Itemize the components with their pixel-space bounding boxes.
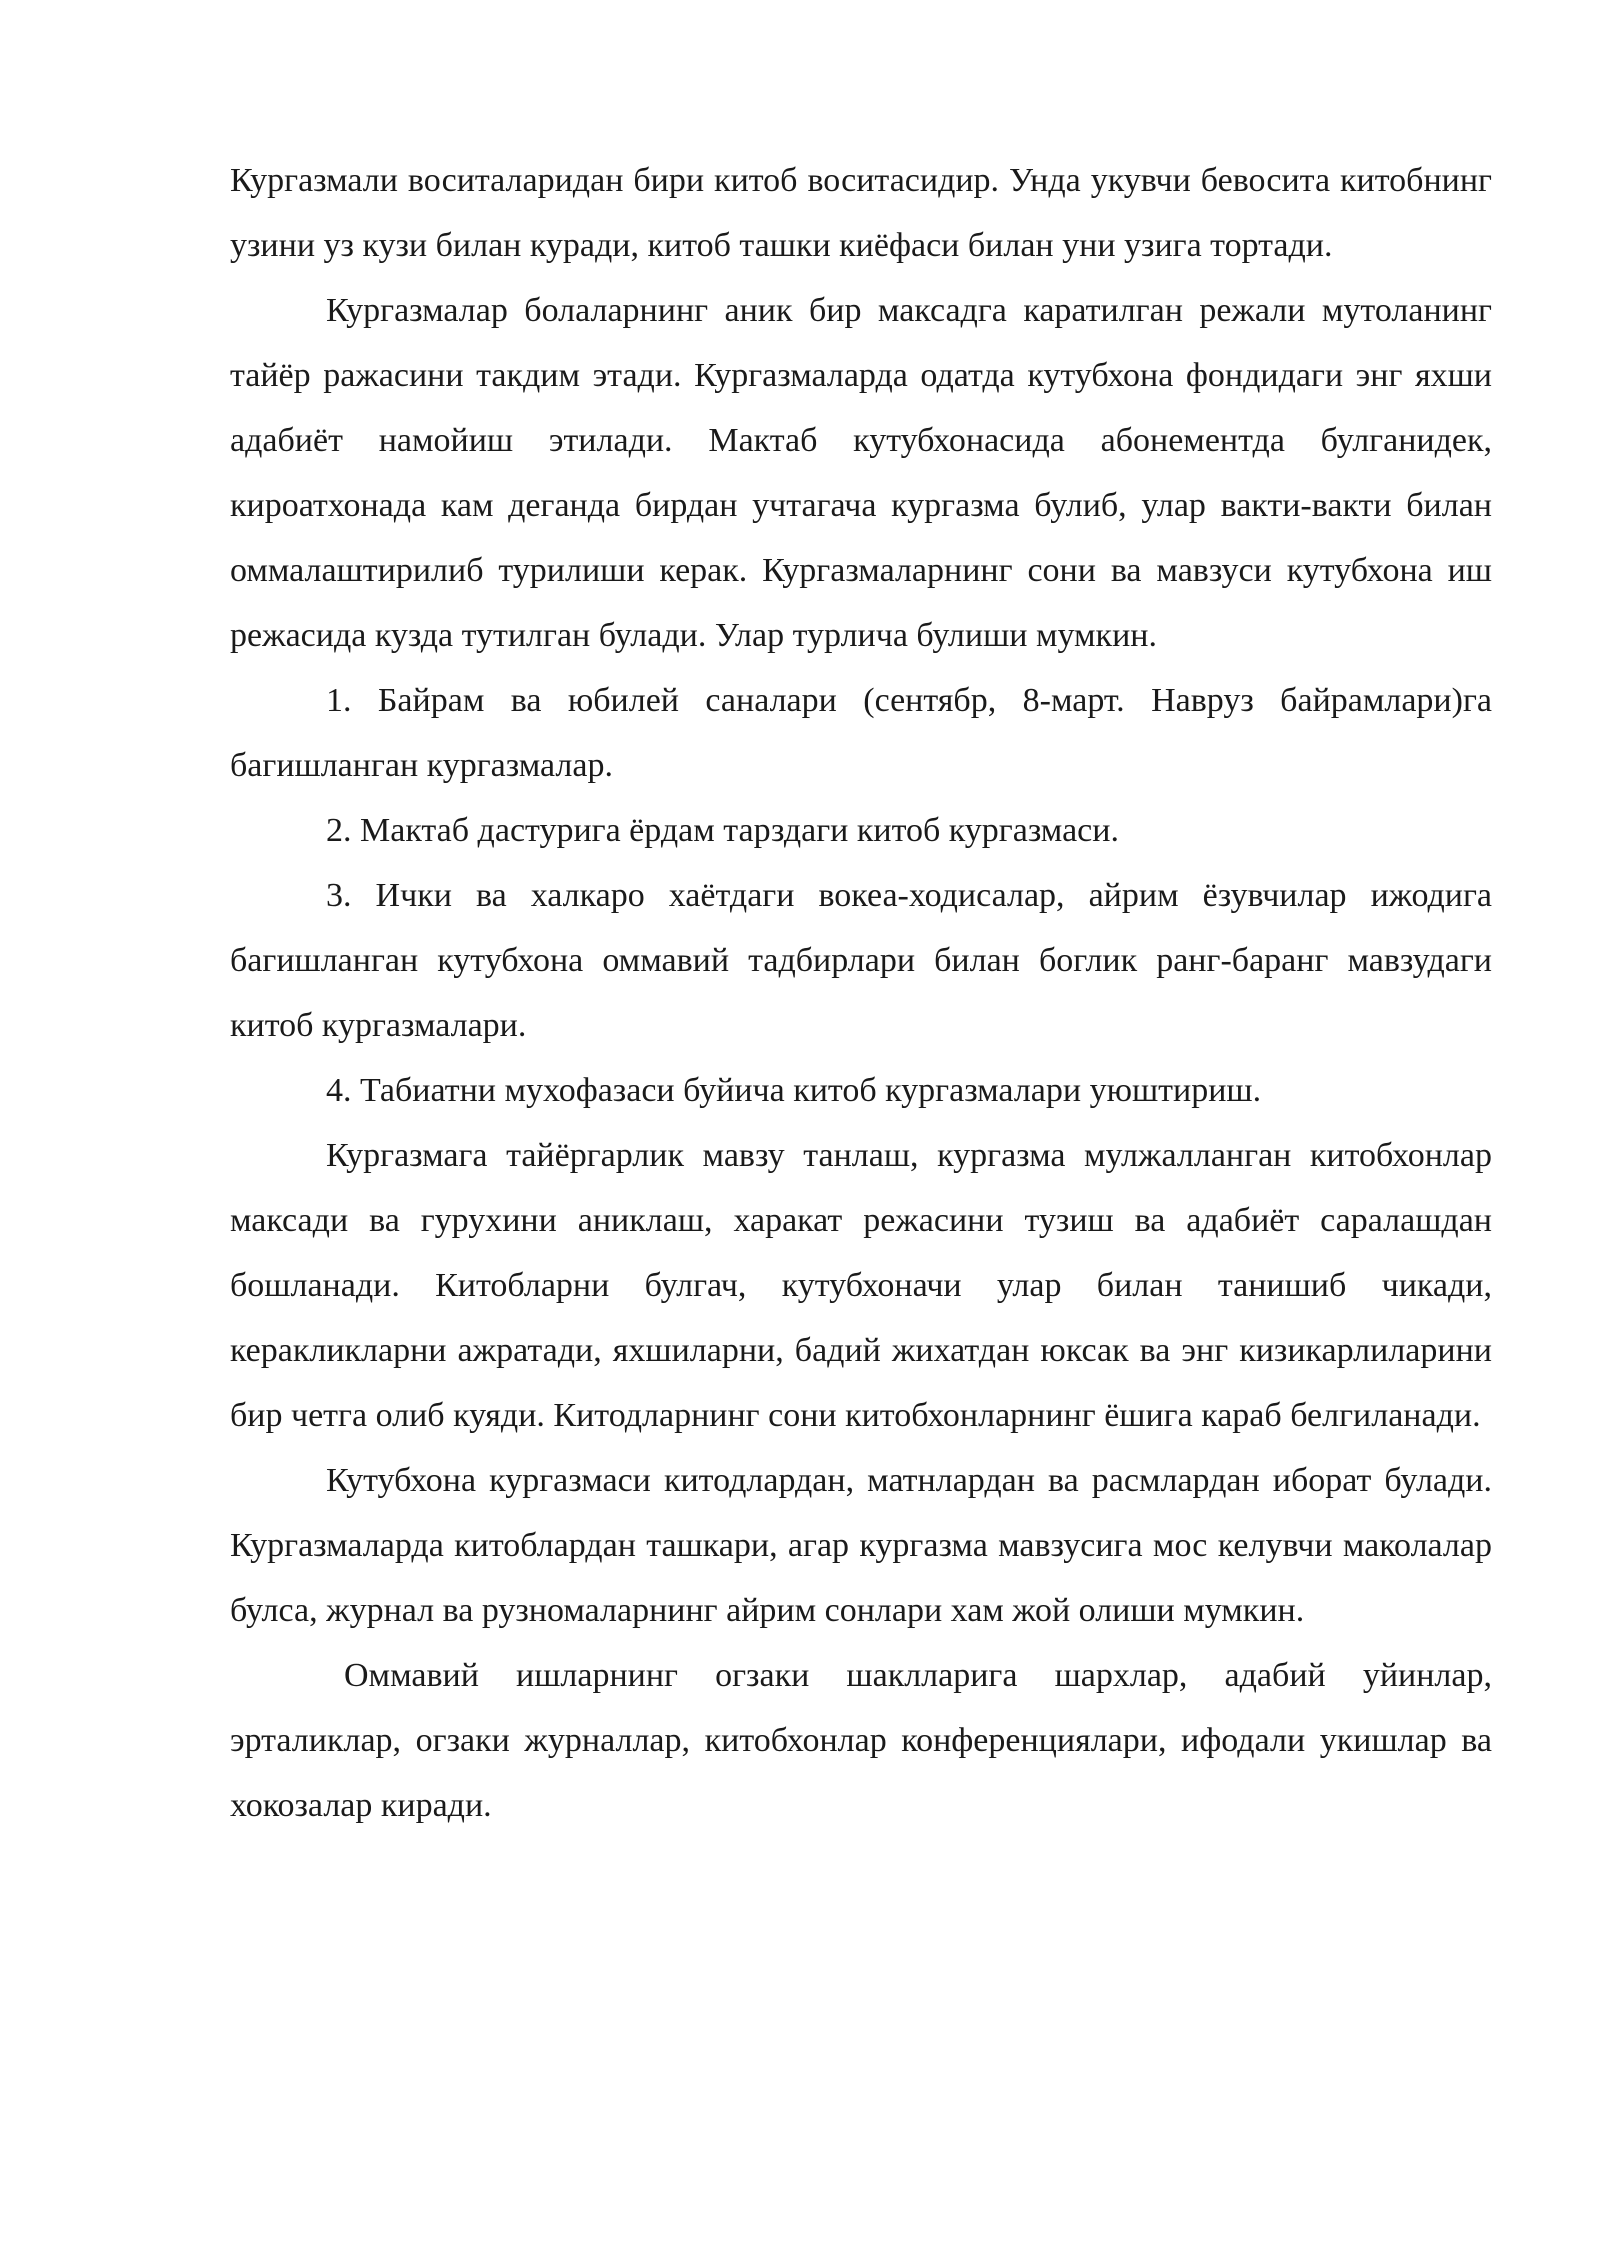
list-item-1: 1. Байрам ва юбилей саналари (сентябр, 8-март. Навруз байрамлари)га багишланган кургазмалар. [230,682,1492,784]
paragraph-preparation: Кургазмага тайёргарлик мавзу танлаш, кургазма мулжалланган китобхонлар максади ва гурухини аниклаш, харакат режасини тузиш ва адабиёт саралашдан бошланади. Китобларни булгач, кутубхоначи улар билан танишиб чикади, керакликларни ажратади, яхшиларни, бадий жихатдан юксак ва энг кизикарлиларини бир четга олиб куяди. Китодларнинг сони китобхонларнинг ёшига караб белгиланади. [230,1137,1492,1434]
document-body [230,148,1492,1838]
list-item-3: 3. Ички ва халкаро хаётдаги вокеа-ходисалар, айрим ёзувчилар ижодига багишланган кутубхона оммавий тадбирлари билан боглик ранг-баранг мавзудаги китоб кургазмалари. [230,877,1492,1044]
paragraph-mass-work: Оммавий ишларнинг огзаки шаклларига шархлар, адабий уйинлар, эрталиклар, огзаки журналлар, китобхонлар конференциялари, ифодали укишлар ва хокозалар киради. [230,1657,1492,1824]
paragraph-exhibitions: Кургазмалар болаларнинг аник бир максадга каратилган режали мутоланинг тайёр ражасини такдим этади. Кургазмаларда одатда кутубхона фондидаги энг яхши адабиёт намойиш этилади. Мактаб кутубхонасида абонементда булганидек, кироатхонада кам деганда бирдан учтагача кургазма булиб, улар вакти-вакти билан оммалаштирилиб турилиши керак. Кургазмаларнинг сони ва мавзуси кутубхона иш режасида кузда тутилган булади. Улар турлича булиши мумкин. [230,292,1492,654]
paragraph-intro: Кургазмали воситаларидан бири китоб воситасидир. Унда укувчи бевосита китобнинг узини уз кузи билан куради, китоб ташки киёфаси билан уни узига тортади. [230,162,1492,264]
list-item-4: 4. Табиатни мухофазаси буйича китоб кургазмалари уюштириш. [326,1072,1262,1109]
list-item-2: 2. Мактаб дастурига ёрдам тарздаги китоб кургазмаси. [326,812,1119,849]
paragraph-composition: Кутубхона кургазмаси китодлардан, матнлардан ва расмлардан иборат булади. Кургазмаларда китоблардан ташкари, агар кургазма мавзусига мос келувчи маколалар булса, журнал ва рузномаларнинг айрим сонлари хам жой олиши мумкин. [230,1462,1492,1629]
